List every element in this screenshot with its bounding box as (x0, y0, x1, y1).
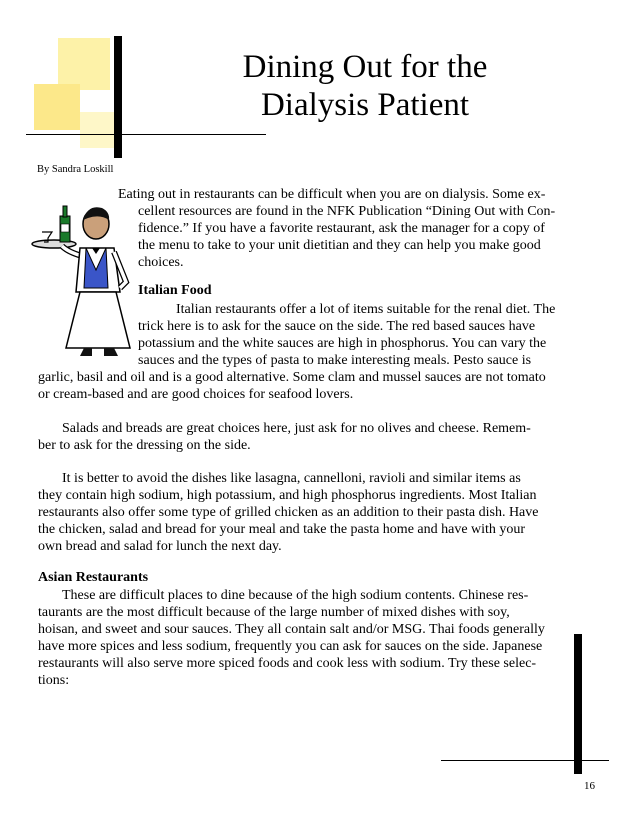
paragraph-line: sauces and the types of pasta to make interesting meals. Pesto sauce is (138, 353, 532, 368)
paragraph-line: restaurants will also serve more spiced foods and cook less with sodium. Try these selec- (38, 656, 537, 671)
page-number: 16 (584, 780, 595, 792)
decor-square-gold (34, 84, 80, 130)
byline: By Sandra Loskill (37, 164, 114, 175)
paragraph-line: ber to ask for the dressing on the side. (38, 438, 251, 453)
paragraph-line: restaurants also offer some type of grilled chicken as an addition to their pasta dish. Have (38, 505, 539, 520)
paragraph-line: These are difficult places to dine because of the high sodium contents. Chinese res- (62, 588, 529, 603)
paragraph-line: have more spices and less sodium, frequently you can ask for sauces on the side. Japanese (38, 639, 543, 654)
page-title (190, 48, 540, 124)
paragraph-line: tions: (38, 673, 70, 688)
intro-line: the menu to take to your unit dietitian and they can help you make good (138, 238, 541, 253)
paragraph-line: taurants are the most difficult because of the large number of mixed dishes with soy, (38, 605, 510, 620)
intro-line: cellent resources are found in the NFK Publication “Dining Out with Con- (138, 204, 556, 219)
decor-vertical-bar-bottom (574, 634, 582, 774)
italian-paragraph-2 (38, 420, 581, 454)
paragraph-line: potassium and the white sauces are high in phosphorus. You can vary the (138, 336, 547, 351)
decor-square-pale (80, 112, 116, 148)
paragraph-line: own bread and salad for lunch the next day. (38, 539, 282, 554)
section-heading-asian: Asian Restaurants (38, 570, 149, 585)
decor-vertical-bar (114, 36, 122, 158)
intro-line: choices. (138, 255, 184, 270)
italian-paragraph-3 (38, 470, 581, 555)
paragraph-line: the chicken, salad and bread for your meal and take the pasta home and have with your (38, 522, 526, 537)
paragraph-line: or cream-based and are good choices for seafood lovers. (38, 387, 354, 402)
title-line-2: Dialysis Patient (260, 87, 470, 123)
intro-line: Eating out in restaurants can be difficult when you are on dialysis. Some ex- (118, 187, 546, 202)
paragraph-line: they contain high sodium, high potassium, and high phosphorus ingredients. Most Italian (38, 488, 537, 503)
decor-square-yellow (58, 38, 110, 90)
paragraph-line: trick here is to ask for the sauce on the side. The red based sauces have (138, 319, 536, 334)
paragraph-line: garlic, basil and oil and is a good alternative. Some clam and mussel sauces are not tomato (38, 370, 546, 385)
decor-horizontal-rule-bottom (441, 760, 609, 761)
asian-paragraph (38, 587, 581, 689)
paragraph-line: It is better to avoid the dishes like lasagna, cannelloni, ravioli and similar items as (62, 471, 521, 486)
intro-line: fidence.” If you have a favorite restaurant, ask the manager for a copy of (138, 221, 545, 236)
decor-horizontal-rule (26, 134, 266, 135)
title-line-1: Dining Out for the (242, 49, 488, 85)
paragraph-line: Italian restaurants offer a lot of items suitable for the renal diet. The (176, 302, 556, 317)
italian-paragraph-1 (38, 301, 581, 403)
intro-paragraph (118, 186, 580, 271)
paragraph-line: hoisan, and sweet and sour sauces. They all contain salt and/or MSG. Thai foods generally (38, 622, 545, 637)
paragraph-line: Salads and breads are great choices here, just ask for no olives and cheese. Remem- (62, 421, 531, 436)
section-heading-italian: Italian Food (138, 283, 212, 298)
